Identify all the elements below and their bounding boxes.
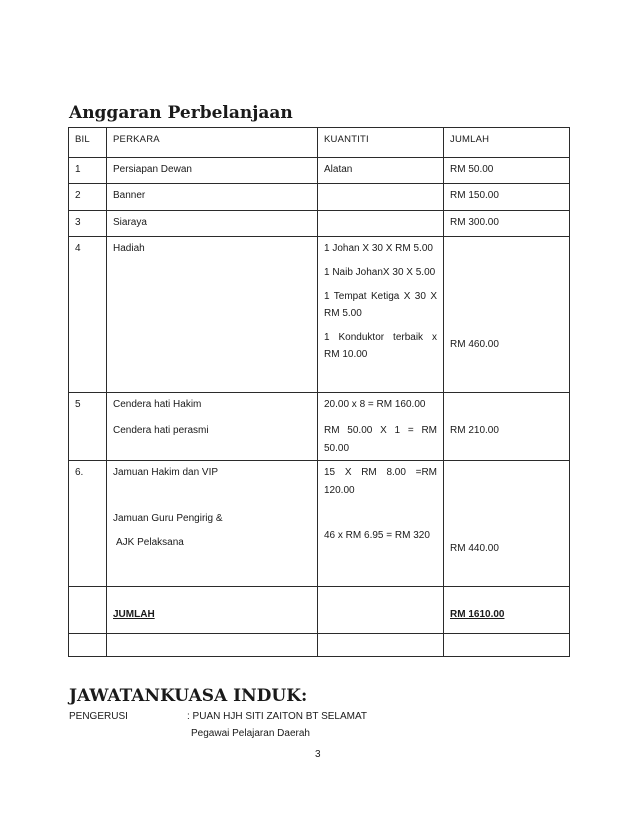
budget-table — [68, 127, 570, 657]
row-perkara: Siaraya — [107, 211, 318, 237]
kuantiti-line: RM 50.00 X 1 = RM — [324, 425, 437, 436]
row-bil: 4 — [69, 237, 107, 393]
chair-name: : PUAN HJH SITI ZAITON BT SELAMAT — [187, 711, 368, 722]
perkara-line: Jamuan Guru Pengirig & — [113, 513, 223, 524]
row-jumlah: RM 300.00 — [444, 211, 570, 237]
kuantiti-line: 1 Johan X 30 X RM 5.00 — [324, 243, 433, 254]
header-jumlah: JUMLAH — [444, 128, 570, 158]
row-kuantiti — [318, 461, 444, 587]
row-perkara: Banner — [107, 184, 318, 211]
table-total-row — [69, 587, 570, 634]
page-number: 3 — [315, 749, 321, 760]
table-empty-row — [69, 634, 570, 657]
kuantiti-line: 120.00 — [324, 485, 355, 496]
empty-cell — [318, 634, 444, 657]
row-jumlah-value: RM 210.00 — [450, 425, 499, 436]
row-perkara: Persiapan Dewan — [107, 158, 318, 184]
kuantiti-line: 15 X RM 8.00 =RM — [324, 467, 437, 478]
kuantiti-line: 46 x RM 6.95 = RM 320 — [324, 530, 430, 541]
table-row — [69, 211, 570, 237]
row-bil: 6. — [69, 461, 107, 587]
row-kuantiti — [318, 211, 444, 237]
kuantiti-line: 1 Konduktor terbaik x — [324, 332, 437, 343]
table-header-row — [69, 128, 570, 158]
row-bil: 1 — [69, 158, 107, 184]
row-jumlah — [444, 461, 570, 587]
kuantiti-line: 20.00 x 8 = RM 160.00 — [324, 399, 426, 410]
empty-cell — [444, 634, 570, 657]
empty-cell — [107, 634, 318, 657]
total-label-cell — [107, 587, 318, 634]
empty-cell — [69, 634, 107, 657]
total-bil — [69, 587, 107, 634]
perkara-line: Cendera hati perasmi — [113, 425, 209, 436]
header-kuantiti: KUANTITI — [318, 128, 444, 158]
table-row — [69, 237, 570, 393]
header-perkara: PERKARA — [107, 128, 318, 158]
total-value-cell — [444, 587, 570, 634]
table-row — [69, 461, 570, 587]
perkara-line: AJK Pelaksana — [116, 537, 184, 548]
total-kuantiti — [318, 587, 444, 634]
row-jumlah: RM 50.00 — [444, 158, 570, 184]
row-perkara — [107, 393, 318, 461]
budget-heading: Anggaran Perbelanjaan — [69, 103, 293, 123]
committee-heading: JAWATANKUASA INDUK: — [69, 686, 308, 706]
table-row — [69, 158, 570, 184]
kuantiti-line: RM 10.00 — [324, 349, 368, 360]
kuantiti-line: 1 Tempat Ketiga X 30 X — [324, 291, 437, 302]
total-value: RM 1610.00 — [450, 609, 505, 620]
perkara-line: Jamuan Hakim dan VIP — [113, 467, 219, 478]
row-bil: 3 — [69, 211, 107, 237]
row-bil: 5 — [69, 393, 107, 461]
row-jumlah-value: RM 440.00 — [450, 543, 499, 554]
table-row — [69, 393, 570, 461]
row-kuantiti — [318, 237, 444, 393]
table-row — [69, 184, 570, 211]
row-perkara — [107, 461, 318, 587]
row-perkara: Hadiah — [107, 237, 318, 393]
chair-label: PENGERUSI — [69, 711, 128, 722]
row-jumlah — [444, 393, 570, 461]
row-kuantiti — [318, 393, 444, 461]
row-jumlah-value: RM 460.00 — [450, 339, 499, 350]
row-kuantiti — [318, 184, 444, 211]
header-bil: BIL — [69, 128, 107, 158]
chair-role: Pegawai Pelajaran Daerah — [191, 728, 310, 739]
total-label: JUMLAH — [113, 609, 155, 620]
row-kuantiti: Alatan — [318, 158, 444, 184]
row-jumlah — [444, 237, 570, 393]
kuantiti-line: 1 Naib JohanX 30 X 5.00 — [324, 267, 436, 278]
kuantiti-line: 50.00 — [324, 443, 350, 454]
perkara-line: Cendera hati Hakim — [113, 399, 202, 410]
row-jumlah: RM 150.00 — [444, 184, 570, 211]
row-bil: 2 — [69, 184, 107, 211]
kuantiti-line: RM 5.00 — [324, 308, 362, 319]
